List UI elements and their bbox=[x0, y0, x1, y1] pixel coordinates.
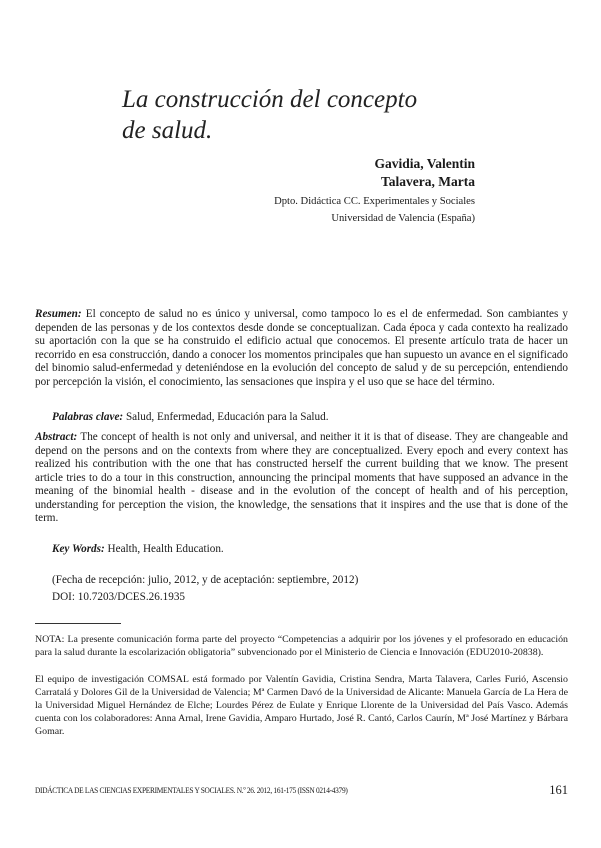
affiliation bbox=[274, 193, 475, 227]
footnote-rule bbox=[35, 623, 121, 624]
palabras-clave-label: Palabras clave: bbox=[52, 411, 124, 423]
footnote-nota: NOTA: La presente comunicación forma parte del proyecto “Competencias a adquirir por los jóvenes y el profesorado en educación para la salud durante la escolarización obligatoria” subvencionado por el Ministerio de Ciencia e Innovación (EDU2010-20838). bbox=[35, 634, 568, 659]
author-name: Talavera, Marta bbox=[381, 174, 475, 189]
affiliation-department: Dpto. Didáctica CC. Experimentales y Sociales bbox=[274, 196, 475, 207]
key-words-text: Health, Health Education. bbox=[107, 543, 224, 555]
author-name: Gavidia, Valentin bbox=[374, 156, 475, 171]
abstract-paragraph bbox=[35, 431, 568, 526]
journal-citation: DIDÁCTICA DE LAS CIENCIAS EXPERIMENTALES Y SOCIALES. N.º 26. 2012, 161-175 (ISSN 0214-4379) bbox=[35, 785, 348, 795]
resumen-label: Resumen: bbox=[35, 308, 82, 320]
key-words-label: Key Words: bbox=[52, 543, 105, 555]
abstract-text: The concept of health is not only and universal, and neither it it is that of disease. They are changeable and depend on the persons and on the contexts from where they are conceptualized. Every epoch and every context has realized his contribution with the one that has constructed herself the current building that we know. The present article tries to do a tour in this construction, announcing the principal moments that have supposed an advance in the meaning of the binomial health - disease and in the evolution of the concept of health and of his perception, understanding for perception the vision, the knowledge, the sensations that it inspires and the use that is done of the term. bbox=[35, 431, 568, 525]
palabras-clave-text: Salud, Enfermedad, Educación para la Salud. bbox=[125, 411, 329, 423]
article-title bbox=[122, 84, 502, 146]
title-line-1: La construcción del concepto bbox=[122, 86, 418, 113]
reception-dates: (Fecha de recepción: julio, 2012, y de aceptación: septiembre, 2012) bbox=[52, 574, 359, 586]
page-footer bbox=[35, 783, 568, 799]
abstract-label: Abstract: bbox=[35, 431, 78, 443]
author-list bbox=[374, 155, 475, 191]
palabras-clave bbox=[52, 410, 329, 424]
footnote-equipo: El equipo de investigación COMSAL está formado por Valentín Gavidia, Cristina Sendra, Marta Talavera, Carles Furió, Ascensio Carratalá y Dolores Gil de la Universidad de Valencia; Mª Carmen Davó de la Universidad de Alicante: Manuela García de La Hera de la Universidad Miguel Hernández de Elche; Lourdes Pérez de Eulate y Enrique Llorente de la Universidad del País Vasco. Además cuenta con los colaboradores: Anna Arnal, Irene Gavidia, Amparo Hurtado, José R. Cantó, Carlos Caurín, Mª José Martínez y Bárbara Gomar. bbox=[35, 674, 568, 738]
resumen-paragraph bbox=[35, 308, 568, 389]
title-line-2: de salud. bbox=[122, 117, 213, 144]
resumen-text: El concepto de salud no es único y universal, como tampoco lo es el de enfermedad. Son cambiantes y dependen de las personas y de los contextos desde donde se conceptualizan. Cada época y cada contexto ha realizado su aportación con la que se ha construido el edificio actual que conocemos. El presente artículo trata de hacer un recorrido en esa construcción, dando a conocer los momentos principales que han supuesto un avance en el significado del binomio salud-enfermedad y deteniéndose en la evolución del concepto de salud y de su percepción, entendiendo por percepción la visión, el conocimiento, las sensaciones que inspira y el uso que se hace del término. bbox=[35, 308, 568, 388]
doi: DOI: 10.7203/DCES.26.1935 bbox=[52, 591, 186, 603]
page-number: 161 bbox=[549, 783, 568, 797]
key-words bbox=[52, 542, 224, 556]
article-dates bbox=[52, 572, 358, 606]
affiliation-university: Universidad de Valencia (España) bbox=[331, 213, 475, 224]
